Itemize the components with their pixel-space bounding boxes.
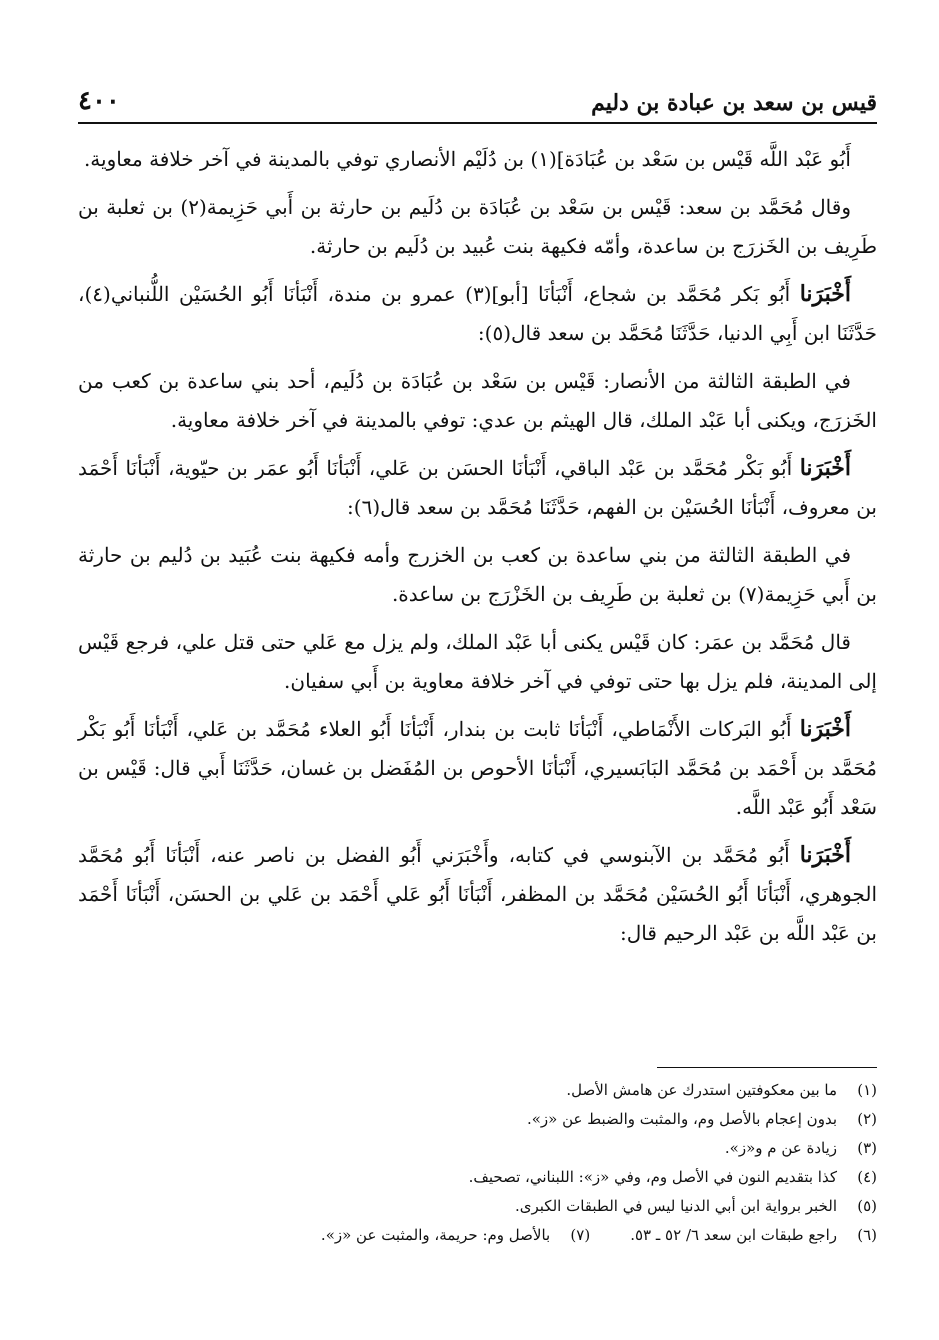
footnote-text: بالأصل وم: حريمة، والمثبت عن «ز». [320,1226,551,1244]
paragraph: أَخْبَرَنا أَبُو البَركات الأَنْمَاطي، أَنْبَأنَا ثابت بن بندار، أَنْبَأنَا أَبُو العلاء مُحَمَّد بن عَلي، أَنْبَأنَا أَبُو بَكْر مُحَمَّد بن أَحْمَد بن مُحَمَّد البَابَسيري، أَنْبَأنَا الأحوص بن المُفَضل بن غسان، حَدَّثَنَا أَبي قال: قَيْس بن سَعْد أَبُو عَبْد اللَّه. [78,716,877,819]
footnote [78,1163,877,1192]
header-rule [78,122,877,124]
footnote-number: (٢) [857,1110,877,1128]
paragraph: أَبُو عَبْد اللَّه قَيْس بن سَعْد بن عُبَادَة](١) بن دُلَيْم الأنصاري توفي بالمدينة في آخر خلافة معاوية. [83,147,851,171]
footnote-row [78,1221,877,1250]
narration-lead: أَخْبَرَنا [799,455,852,481]
footnote-number: (٣) [857,1139,877,1157]
footnote-number: (٦) [857,1226,877,1244]
paragraph: وقال مُحَمَّد بن سعد: قَيْس بن سَعْد بن عُبَادَة بن دُلَيم بن حارثة بن أَبي حَزِيمة(٢) بن ثعلبة بن طَرِيف بن الخَزرَج بن ساعدة، وأمّه فكيهة بنت عُبيد بن دُلَيم بن حارثة. [78,195,877,258]
footnote-text: زيادة عن م و«ز». [724,1139,837,1157]
page-header [78,70,877,116]
paragraph: أَخْبَرَنا أَبُو بَكْر مُحَمَّد بن عَبْد الباقي، أَنْبَأنَا الحسَن بن عَلي، أَنْبَأنَا أَبُو عمَر بن حيّوية، أَنْبَأنَا أَحْمَد بن معروف، أَنْبَأنَا الحُسَيْن بن الفهم، حَدَّثَنَا مُحَمَّد بن سعد قال(٦): [78,455,877,519]
footnote [78,1105,877,1134]
footnote [630,1221,877,1250]
paragraph: في الطبقة الثالثة من الأنصار: قَيْس بن سَعْد بن عُبَادَة بن دُلَيم، أحد بني ساعدة بن كعب من الخَزرَج، ويكنى أبا عَبْد الملك، قال الهيثم بن عدي: توفي بالمدينة في آخر خلافة معاوية. [78,369,877,432]
body-text [78,140,877,962]
page-number: ٤٠٠ [78,86,120,116]
footnote [321,1221,590,1250]
footnote-text: بدون إعجام بالأصل وم، والمثبت والضبط عن «ز». [526,1110,837,1128]
paragraph: في الطبقة الثالثة من بني ساعدة بن كعب بن الخزرج وأمه فكيهة بنت عُبَيد بن دُليم بن حارثة بن أَبي حَزِيمة(٧) بن ثعلبة بن طَرِيف بن الخَزْرَج بن ساعدة. [78,543,877,606]
paragraph: قال مُحَمَّد بن عمَر: كان قَيْس يكنى أبا عَبْد الملك، ولم يزل مع عَلي حتى قتل علي، فرجع قَيْس إلى المدينة، فلم يزل بها حتى توفي في آخر خلافة معاوية بن أَبي سفيان. [78,630,877,693]
footnote-number: (٧) [570,1226,591,1244]
footnote-text: ما بين معكوفتين استدرك عن هامش الأصل. [566,1081,837,1099]
paragraph: أَخْبَرَنا أَبُو مُحَمَّد بن الآبنوسي في كتابه، وأَخْبَرَني أَبُو الفضل بن ناصر عنه، أَنْبَأنَا أَبُو مُحَمَّد الجوهري، أَنْبَأنَا أَبُو الحُسَيْن مُحَمَّد بن المظفر، أَنْبَأنَا أَبُو عَلي أَحْمَد بن عَلي بن الحسَن، أَنْبَأنَا أَحْمَد بن عَبْد اللَّه بن عَبْد الرحيم قال: [78,842,877,945]
footnote-rule [657,1067,877,1068]
footnote-number: (٥) [857,1197,877,1215]
narration-lead: أَخْبَرَنا [799,281,852,307]
footnote [78,1076,877,1105]
footnote-text: الخبر برواية ابن أبي الدنيا ليس في الطبقات الكبرى. [514,1197,837,1215]
footnote-text: كذا بتقديم النون في الأصل وم، وفي «ز»: اللبناني، تصحيف. [468,1168,837,1186]
narration-lead: أَخْبَرَنا [799,716,852,742]
footnote-text: راجع طبقات ابن سعد ٦/ ٥٢ ـ ٥٣. [630,1226,837,1244]
running-title: قيس بن سعد بن عبادة بن دليم [591,90,877,116]
paragraph: أَخْبَرَنا أَبُو بَكر مُحَمَّد بن شجاع، أَنْبَأنَا [أبو](٣) عمرو بن مندة، أَنْبَأنَا أَبُو الحُسَيْن اللُّنباني(٤)، حَدَّثَنَا ابن أَبِي الدنيا، حَدَّثَنَا مُحَمَّد بن سعد قال(٥): [78,281,877,345]
footnote-number: (١) [857,1081,877,1099]
footnote [78,1134,877,1163]
footnotes [78,1076,877,1250]
footnote-number: (٤) [857,1168,877,1186]
narration-lead: أَخْبَرَنا [799,842,852,868]
footnote [78,1192,877,1221]
